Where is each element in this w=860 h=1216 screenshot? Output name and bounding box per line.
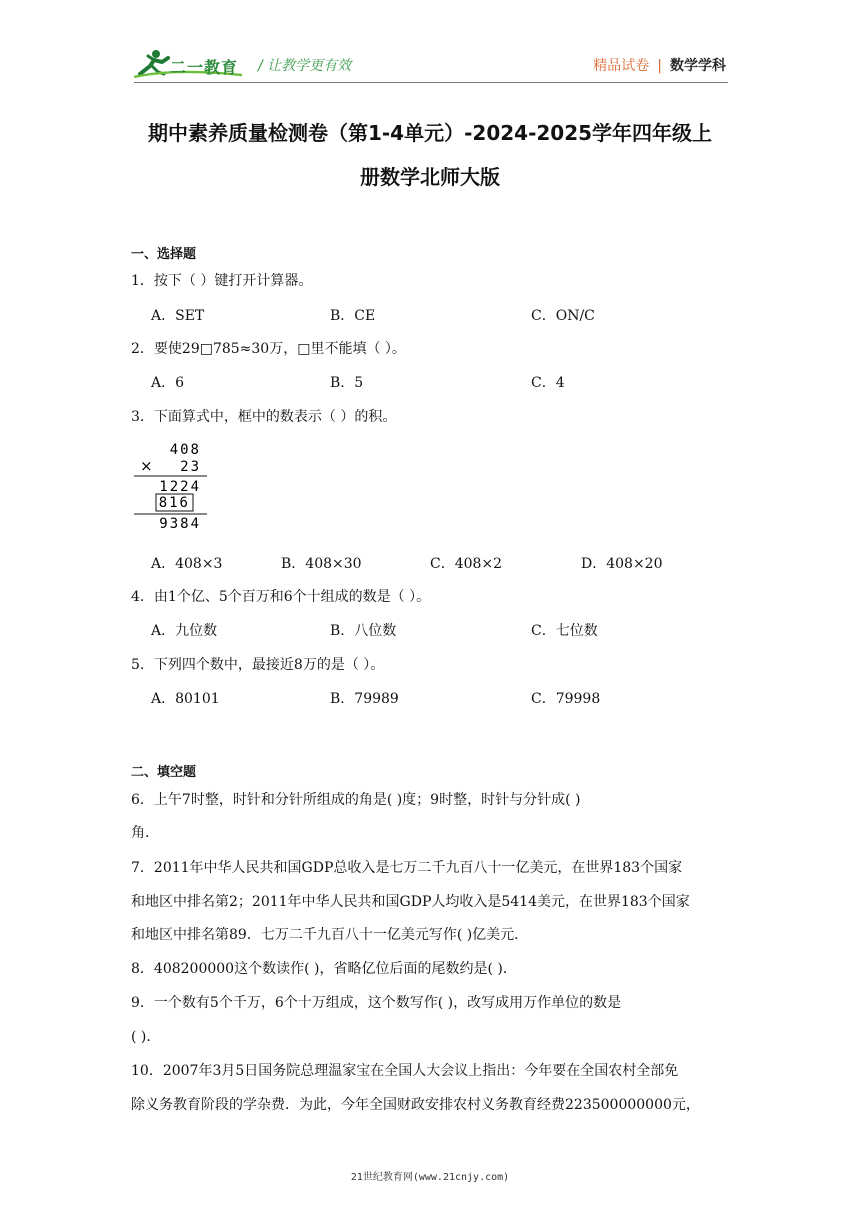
header-right xyxy=(593,55,726,75)
q2-option-a: A．6 xyxy=(151,375,185,391)
page-title-line2: 册数学北师大版 xyxy=(360,165,500,189)
calc-row-408: 408 xyxy=(169,442,201,458)
page-footer: 21世纪教育网(www.21cnjy.com) xyxy=(350,1172,510,1183)
q5-option-b: B．79989 xyxy=(330,691,399,707)
question-10-line1: 10．2007年3月5日国务院总理温家宝在全国人大会议上指出：今年要在全国农村全部免 xyxy=(131,1063,679,1079)
calc-row-23: 23 xyxy=(180,459,201,475)
question-6-line1: 6．上午7时整，时针和分针所组成的角是( )度；9时整，时针与分针成( ) xyxy=(131,792,581,808)
q3-option-a: A．408×3 xyxy=(151,556,223,572)
q4-option-a: A．九位数 xyxy=(151,623,218,639)
question-5: 5．下列四个数中，最接近8万的是（ ）。 xyxy=(131,657,385,673)
question-2: 2．要使29□785≈30万，□里不能填（ ）。 xyxy=(131,341,406,357)
header-divider xyxy=(134,82,728,83)
question-8: 8．408200000这个数读作( )，省略亿位后面的尾数约是( )． xyxy=(131,961,517,977)
question-9-line2: ( )． xyxy=(131,1029,161,1045)
q3-option-d: D．408×20 xyxy=(581,556,663,572)
section-fill-blank: 二、填空题 xyxy=(131,765,197,780)
question-7-line2: 和地区中排名第2；2011年中华人民共和国GDP人均收入是5414美元，在世界183个国家 xyxy=(131,894,690,910)
q4-option-b: B．八位数 xyxy=(330,623,397,639)
question-7-line3: 和地区中排名第89．七万二千九百八十一亿美元写作( )亿美元． xyxy=(131,927,529,943)
question-6-line2: 角． xyxy=(131,825,159,841)
slogan: / 让教学更有效 xyxy=(258,58,352,74)
logo-text: 二一教育 xyxy=(170,58,239,77)
q5-option-c: C．79998 xyxy=(531,691,601,707)
question-4: 4．由1个亿、5个百万和6个十组成的数是（ ）。 xyxy=(131,589,431,605)
subject-label: 数学学科 xyxy=(670,58,726,74)
vertical-multiplication xyxy=(133,440,213,530)
question-10-line2: 除义务教育阶段的学杂费．为此，今年全国财政安排农村义务教育经费223500000000元， xyxy=(131,1097,700,1113)
q1-option-a: A．SET xyxy=(151,308,205,324)
calc-multiply-sign: × xyxy=(140,457,153,475)
calc-row-9384: 9384 xyxy=(159,516,201,530)
q1-option-c: C．ON/C xyxy=(531,308,595,324)
calc-row-1224: 1224 xyxy=(159,479,201,495)
question-9-line1: 9．一个数有5个千万，6个十万组成，这个数写作( )，改写成用万作单位的数是 xyxy=(131,995,622,1011)
page-header xyxy=(0,0,860,90)
question-1: 1．按下（ ）键打开计算器。 xyxy=(131,273,313,289)
page-title-line1: 期中素养质量检测卷（第1-4单元）-2024-2025学年四年级上 xyxy=(147,121,713,145)
question-7-line1: 7．2011年中华人民共和国GDP总收入是七万二千九百八十一亿美元，在世界183个国家 xyxy=(131,860,683,876)
question-3: 3．下面算式中，框中的数表示（ ）的积。 xyxy=(131,409,397,425)
q2-option-c: C．4 xyxy=(531,375,565,391)
q4-option-c: C．七位数 xyxy=(531,623,598,639)
q2-option-b: B．5 xyxy=(330,375,364,391)
section-choice: 一、选择题 xyxy=(131,247,197,262)
q3-option-b: B．408×30 xyxy=(281,556,362,572)
q3-option-c: C．408×2 xyxy=(430,556,503,572)
q1-option-b: B．CE xyxy=(330,308,376,324)
calc-row-816: 816 xyxy=(158,495,190,511)
header-separator: | xyxy=(657,58,662,74)
premium-paper-label: 精品试卷 xyxy=(593,58,650,74)
q5-option-a: A．80101 xyxy=(151,691,220,707)
